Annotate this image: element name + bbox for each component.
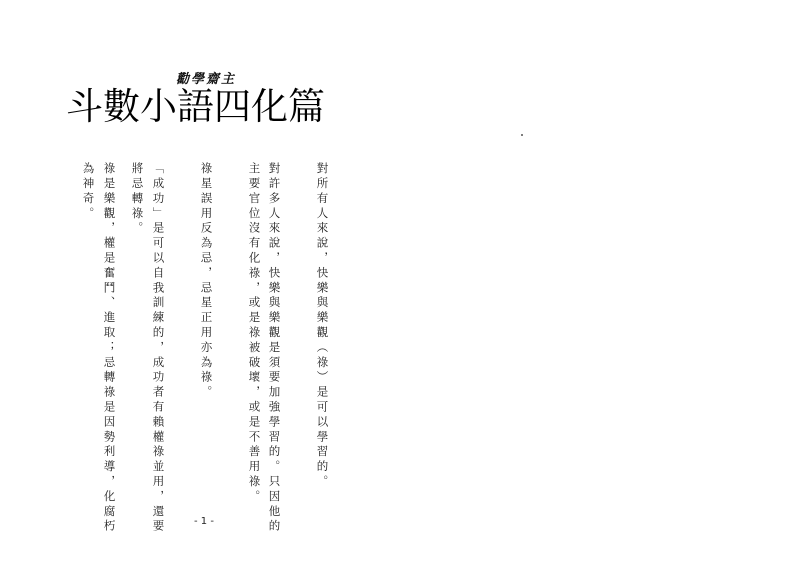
author-line: 勸學齋主 <box>176 72 237 87</box>
text-column-6: 將忌轉祿。 <box>130 162 145 237</box>
text-column-5: 「成功」是可以自我訓練的，成功者有賴權祿並用，還要 <box>151 162 166 535</box>
text-column-1: 對所有人來說，快樂與樂觀（祿）是可以學習的。 <box>315 162 330 490</box>
scan-speck <box>521 134 523 136</box>
text-column-8: 為神奇。 <box>81 162 96 222</box>
page-title: 斗數小語四化篇 <box>66 85 325 128</box>
text-column-2: 對許多人來說，快樂與樂觀是須要加強學習的。只因他的 <box>267 162 282 535</box>
text-column-4: 祿星誤用反為忌，忌星正用亦為祿。 <box>199 162 214 401</box>
text-column-3: 主要官位沒有化祿，或是祿被破壞，或是不善用祿。 <box>247 162 262 505</box>
page-number: - 1 - <box>194 516 214 527</box>
text-column-7: 祿是樂觀，權是奮鬥、進取；忌轉祿是因勢利導，化腐朽 <box>102 162 117 535</box>
